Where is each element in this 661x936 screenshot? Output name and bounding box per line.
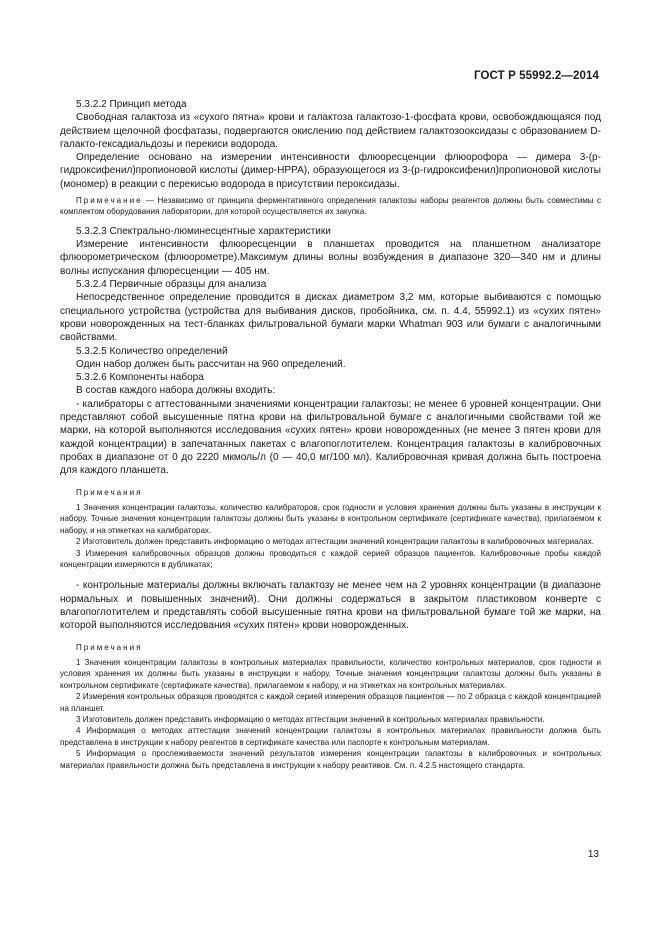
list-item-calibrators: - калибраторы с аттестованными значениями концентрации галактозы; не менее 6 уровней концентрации. Они представляют собой высушенные пятна крови на фильтровальной бумаге с аналогичными свойствами той же марки, на которой выполняются исследования «сухих пятен» крови новорожденных (не менее 3 пятен крови для каждой концентрации) в запечатанных пакетах с влагопоглотителем. Концентрация галактозы в калибровочных пробах в диапазоне от 0 до 2220 мкмоль/л (0 — 40,0 мг/100 мл). Калибровочная кривая должна быть построена для каждого планшета. <box>60 398 601 477</box>
notes-label: Примечания <box>76 487 143 497</box>
note-item: 1 Значения концентрации галактозы в контрольных материалах правильности, количество контрольных материалов, срок годности и условия хранения их должны быть указаны в инструкции к набору. Точные значения концентрации галактозы должны быть указаны в контрольном сертификате (сертификате качества), прилагаемом к набору, и на этикетках на контрольных материалах. <box>60 657 601 690</box>
page-number: 13 <box>587 849 599 860</box>
paragraph: Измерение интенсивности флюоресценции в планшетах проводится на планшетном анализаторе флюорометрическом (флюорометре).Максимум длины волны возбуждения в диапазоне 320—340 нм и длины волны испускания флюресценции — 405 нм. <box>60 239 601 277</box>
note-item: 2 Измерения контрольных образцов проводятся с каждой серией измерения образцов пациентов — по 2 образца с каждой концентрацией на планшет. <box>60 692 601 713</box>
list-item-controls: - контрольные материалы должны включать галактозу не менее чем на 2 уровнях концентрации (в диапазоне нормальных и повышенных значений). Они должны содержаться в закрытом пластиковом конверте с влагопоглотителем и представлять собой высушенные пятна крови на фильтровальной бумаге той же марки, на которой выполняются исследования «сухих пятен» крови новорожденных. <box>60 580 601 632</box>
section-heading-count: 5.3.2.5 Количество определений <box>76 345 228 357</box>
document-body <box>60 98 601 771</box>
section-heading-components: 5.3.2.6 Компоненты набора <box>76 372 204 384</box>
paragraph: В состав каждого набора должны входить: <box>76 385 276 397</box>
notes-label: Примечания <box>76 642 143 652</box>
paragraph: Свободная галактоза из «сухого пятна» крови и галактоза галактозо-1-фосфата крови, освобождающаяся под действием щелочной фосфатазы, подвергаются окислению под действием галактозооксидазы с образованием D-галакто-гексадиальдозы и перекиси водорода. <box>60 112 601 150</box>
section-heading-principle: 5.3.2.2 Принцип метода <box>76 99 187 110</box>
section-heading-samples: 5.3.2.4 Первичные образцы для анализа <box>76 279 267 291</box>
note-item: 3 Изготовитель должен представить информацию о методах аттестации значений в контрольных материалах правильности. <box>76 715 545 724</box>
document-standard-number: ГОСТ Р 55992.2—2014 <box>474 70 599 82</box>
paragraph: Один набор должен быть рассчитан на 960 определений. <box>76 358 346 370</box>
note-label: Примечание <box>76 196 143 206</box>
note-item: 5 Информация о прослеживаемости значений результатов измерения концентрации галактозы в калибровочных и контрольных материалах правильности должна быть представлена в инструкции к набору реактивов. См. п. 4.2.5 настоящего стандарта. <box>60 749 601 770</box>
note-item: 1 Значения концентрации галактозы, количество калибраторов, срок годности и условия хранения должны быть указаны в инструкции к набору. Точные значения концентрации галактозы должны быть указаны в контрольном сертификате (сертификате качества), прилагаемом к набору, и на этикетках на калибраторах. <box>60 502 601 535</box>
section-heading-spectral: 5.3.2.3 Спектрально-люминесцентные характеристики <box>76 225 331 237</box>
note <box>60 195 601 218</box>
paragraph: Непосредственное определение проводится в дисках диаметром 3,2 мм, которые выбиваются с помощью специального устройства (устройства для выбивания дисков, пробойника, см. п. 4.4, 55992.1) из «сухих пятен» крови новорожденных на тест-бланках фильтровальной бумаги марки Whatman 903 или бумаги с аналогичными свойствами. <box>60 292 601 344</box>
note-item: 4 Информация о методах аттестации значений концентрации галактозы в контрольных материалах правильности должна быть представлена в инструкции к набору реагентов в сертификате качества или паспорте к контрольным материалам. <box>60 726 601 747</box>
note-item: 3 Измерения калибровочных образцов должны проводиться с каждой серией образцов пациентов. Калибровочные пробы каждой концентрации измеряются в дубликатах; <box>60 548 601 569</box>
paragraph: Определение основано на измерении интенсивности флюоресценции флюорофора — димера 3-(р-гидроксифенил)пропионовой кислоты (димер-НРРА), образующегося из 3-(р-гидроксифенил)пропионовой кислоты (мономер) в реакции с перекисью водорода в присутствии пероксидазы. <box>60 152 601 190</box>
note-text: — Независимо от принципа ферментативного определения галактозы наборы реагентов должны быть совместимы с комплектом оборудования лаборатории, для которой осуществляется их закупка. <box>60 196 601 217</box>
note-item: 2 Изготовитель должен представить информацию о методах аттестации значений концентрации галактозы в калибровочных материалах. <box>76 537 594 547</box>
